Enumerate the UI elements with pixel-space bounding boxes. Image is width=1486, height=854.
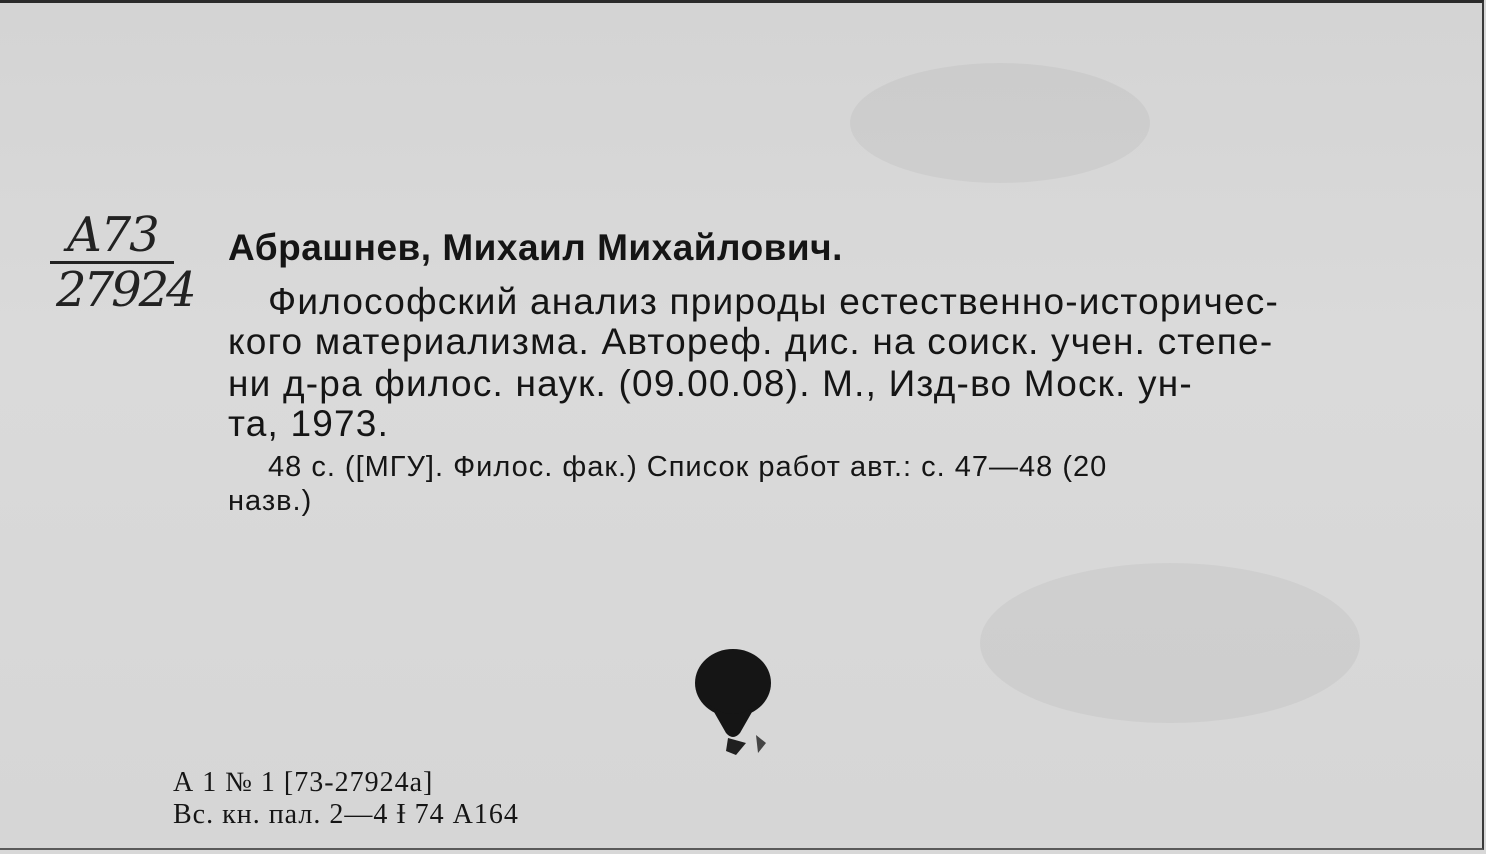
description-line: ни д-ра филос. наук. (09.00.08). М., Изд-во Моск. ун- (228, 363, 1193, 404)
description-line: кого материализма. Автореф. дис. на соиск. учен. степе- (228, 321, 1274, 362)
ink-stamp-mark (688, 643, 778, 773)
author-heading: Абрашнев, Михаил Михайлович. (228, 227, 843, 268)
shelf-mark-top: А73 (50, 211, 174, 264)
shelf-mark-bottom: 27924 (56, 262, 194, 318)
footer-chamber-info: Вс. кн. пал. 2—4 Ɨ 74 А164 (173, 799, 519, 830)
paper-smudge (850, 63, 1150, 183)
shelf-mark (50, 207, 230, 318)
description-line: та, 1973. (228, 403, 390, 444)
note-line: назв.) (228, 485, 313, 517)
description-line: Философский анализ природы естественно-историчес- (268, 281, 1280, 322)
note-line: 48 с. ([МГУ]. Филос. фак.) Список работ авт.: с. 47—48 (20 (268, 451, 1108, 483)
paper-smudge (980, 563, 1360, 723)
footer-accession: А 1 № 1 [73-27924а] (173, 767, 434, 798)
